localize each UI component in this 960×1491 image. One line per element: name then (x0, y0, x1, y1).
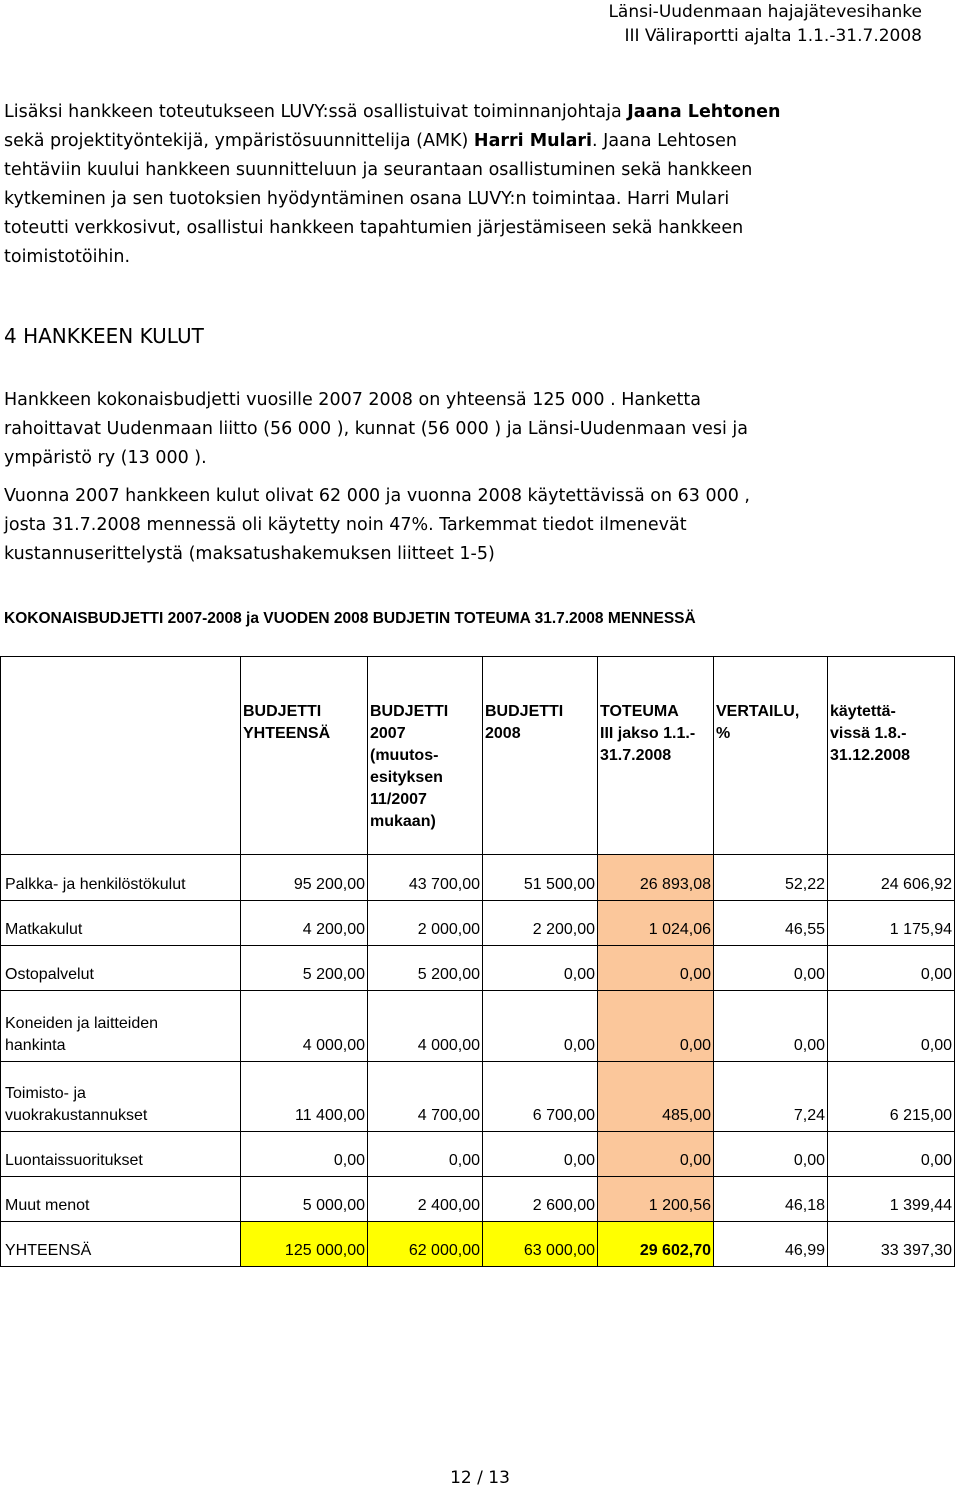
value-cell: 0,00 (483, 946, 598, 991)
value-cell: 51 500,00 (483, 855, 598, 901)
value-cell: 33 397,30 (828, 1222, 955, 1267)
text-span: Lisäksi hankkeen toteutukseen LUVY:ssä osallistuivat toiminnanjohtaja (4, 102, 628, 122)
value-cell: 2 600,00 (483, 1177, 598, 1222)
value-cell: 0,00 (714, 991, 828, 1062)
row-label (1, 946, 241, 991)
value-cell: 0,00 (828, 991, 955, 1062)
label-text-line: Luontaissuoritukset (5, 1152, 143, 1169)
label-text-line: Toimisto- ja (5, 1085, 86, 1102)
value-cell: 43 700,00 (368, 855, 483, 901)
label-text-line: Matkakulut (5, 921, 83, 938)
row-label (1, 1062, 241, 1132)
text-line: tehtäviin kuului hankkeen suunnitteluun ja seurantaan osallistuminen sekä hankkeen (4, 160, 753, 180)
value-cell: 4 000,00 (368, 991, 483, 1062)
page-header (608, 0, 922, 48)
header-text-line: III jakso 1.1.- (600, 725, 696, 742)
header-text-line: % (716, 725, 731, 742)
text-line (4, 127, 904, 156)
value-cell: 29 602,70 (598, 1222, 714, 1267)
table-header-row (1, 657, 955, 855)
header-text-line: 2007 (370, 725, 406, 742)
label-text-line: hankinta (5, 1037, 66, 1054)
paragraph-staff (4, 98, 904, 272)
column-header (598, 657, 714, 855)
value-cell: 6 700,00 (483, 1062, 598, 1132)
value-cell: 5 000,00 (241, 1177, 368, 1222)
value-cell: 46,99 (714, 1222, 828, 1267)
paragraph-costs (4, 482, 904, 569)
table-row (1, 855, 955, 901)
label-text-line: Ostopalvelut (5, 966, 94, 983)
value-cell: 0,00 (598, 946, 714, 991)
value-cell: 125 000,00 (241, 1222, 368, 1267)
text-line: Vuonna 2007 hankkeen kulut olivat 62 000 ja vuonna 2008 käytettävissä on 63 000 , (4, 486, 750, 506)
column-header (241, 657, 368, 855)
page-number: 12 / 13 (450, 1468, 510, 1488)
value-cell: 95 200,00 (241, 855, 368, 901)
text-line (4, 98, 904, 127)
value-cell: 52,22 (714, 855, 828, 901)
text-line: josta 31.7.2008 mennessä oli käytetty noin 47%. Tarkemmat tiedot ilmenevät (4, 515, 687, 535)
header-text-line: mukaan) (370, 813, 436, 830)
value-cell: 0,00 (368, 1132, 483, 1177)
text-line: kytkeminen ja sen tuotoksien hyödyntäminen osana LUVY:n toimintaa. Harri Mulari (4, 189, 730, 209)
value-cell: 0,00 (828, 1132, 955, 1177)
value-cell: 5 200,00 (241, 946, 368, 991)
header-text-line: käytettä- (830, 703, 896, 720)
label-text-line: Palkka- ja henkilöstökulut (5, 876, 186, 893)
label-text-line: vuokrakustannukset (5, 1107, 148, 1124)
header-project-title: Länsi-Uudenmaan hajajätevesihanke (608, 2, 922, 22)
column-header (828, 657, 955, 855)
row-label (1, 1177, 241, 1222)
header-text-line: 11/2007 (370, 791, 427, 808)
value-cell: 46,55 (714, 901, 828, 946)
row-label (1, 901, 241, 946)
value-cell: 0,00 (598, 991, 714, 1062)
value-cell: 63 000,00 (483, 1222, 598, 1267)
text-line: ympäristö ry (13 000 ). (4, 448, 207, 468)
header-text-line: (muutos- (370, 747, 439, 764)
table-title: KOKONAISBUDJETTI 2007-2008 ja VUODEN 2008 BUDJETIN TOTEUMA 31.7.2008 MENNESSÄ (4, 610, 696, 627)
header-text-line: vissä 1.8.- (830, 725, 907, 742)
value-cell: 0,00 (828, 946, 955, 991)
value-cell: 2 400,00 (368, 1177, 483, 1222)
value-cell: 0,00 (483, 1132, 598, 1177)
header-empty-cell (1, 657, 241, 855)
value-cell: 1 024,06 (598, 901, 714, 946)
header-text-line: 31.7.2008 (600, 747, 672, 764)
header-text-line: esityksen (370, 769, 443, 786)
row-label (1, 855, 241, 901)
header-text-line: BUDJETTI (370, 703, 449, 720)
table-total-row (1, 1222, 955, 1267)
value-cell: 4 000,00 (241, 991, 368, 1062)
table-row (1, 1177, 955, 1222)
table-row (1, 901, 955, 946)
value-cell: 1 399,44 (828, 1177, 955, 1222)
text-line: kustannuserittelystä (maksatushakemuksen liitteet 1-5) (4, 544, 495, 564)
text-line: Hankkeen kokonaisbudjetti vuosille 2007 2008 on yhteensä 125 000 . Hanketta (4, 390, 701, 410)
value-cell: 1 200,56 (598, 1177, 714, 1222)
header-text-line: BUDJETTI (243, 703, 322, 720)
value-cell: 1 175,94 (828, 901, 955, 946)
value-cell: 4 200,00 (241, 901, 368, 946)
value-cell: 6 215,00 (828, 1062, 955, 1132)
value-cell: 5 200,00 (368, 946, 483, 991)
column-header (483, 657, 598, 855)
value-cell: 0,00 (598, 1132, 714, 1177)
person-name: Harri Mulari (473, 131, 593, 151)
value-cell: 11 400,00 (241, 1062, 368, 1132)
value-cell: 485,00 (598, 1062, 714, 1132)
value-cell: 0,00 (483, 991, 598, 1062)
column-header (714, 657, 828, 855)
row-label (1, 991, 241, 1062)
label-text-line: Koneiden ja laitteiden (5, 1015, 159, 1032)
header-text-line: TOTEUMA (600, 703, 679, 720)
header-text-line: 2008 (485, 725, 521, 742)
table-row (1, 1132, 955, 1177)
text-line: rahoittavat Uudenmaan liitto (56 000 ), kunnat (56 000 ) ja Länsi-Uudenmaan vesi ja (4, 419, 749, 439)
label-text-line: YHTEENSÄ (5, 1242, 92, 1259)
label-text-line: Muut menot (5, 1197, 90, 1214)
table-row (1, 946, 955, 991)
value-cell: 26 893,08 (598, 855, 714, 901)
value-cell: 2 000,00 (368, 901, 483, 946)
value-cell: 0,00 (241, 1132, 368, 1177)
text-span: . Jaana Lehtosen (592, 131, 738, 151)
table-row (1, 1062, 955, 1132)
row-label (1, 1132, 241, 1177)
value-cell: 46,18 (714, 1177, 828, 1222)
header-text-line: VERTAILU, (716, 703, 800, 720)
budget-table (0, 656, 955, 1267)
text-span: sekä projektityöntekijä, ympäristösuunnittelija (AMK) (4, 131, 474, 151)
value-cell: 24 606,92 (828, 855, 955, 901)
column-header (368, 657, 483, 855)
header-text-line: BUDJETTI (485, 703, 564, 720)
value-cell: 0,00 (714, 946, 828, 991)
header-report-period: III Väliraportti ajalta 1.1.-31.7.2008 (624, 26, 922, 46)
header-text-line: 31.12.2008 (830, 747, 911, 764)
value-cell: 7,24 (714, 1062, 828, 1132)
person-name: Jaana Lehtonen (627, 102, 781, 122)
row-label (1, 1222, 241, 1267)
value-cell: 62 000,00 (368, 1222, 483, 1267)
text-line: toteutti verkkosivut, osallistui hankkeen tapahtumien järjestämiseen sekä hankkeen (4, 218, 744, 238)
value-cell: 2 200,00 (483, 901, 598, 946)
table-row (1, 991, 955, 1062)
value-cell: 4 700,00 (368, 1062, 483, 1132)
paragraph-budget-total (4, 386, 904, 473)
text-line: toimistotöihin. (4, 247, 131, 267)
section-heading: 4 HANKKEEN KULUT (4, 324, 204, 348)
value-cell: 0,00 (714, 1132, 828, 1177)
header-text-line: YHTEENSÄ (243, 725, 331, 742)
